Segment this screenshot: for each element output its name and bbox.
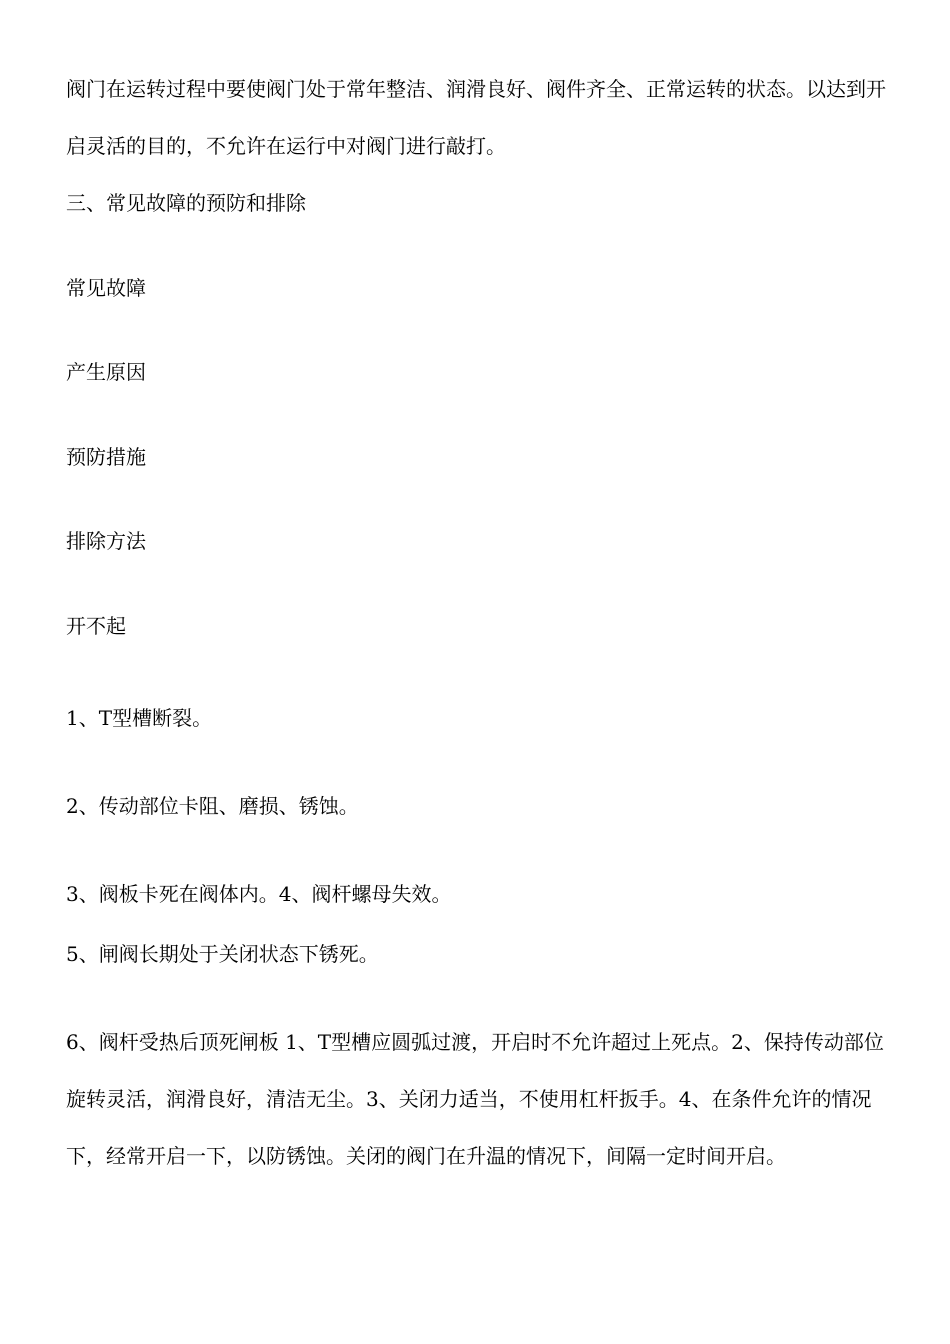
header-cause: 产生原因 — [66, 360, 146, 384]
intro-paragraph: 阀门在运转过程中要使阀门处于常年整洁、润滑良好、阀件齐全、正常运转的状态。以达到开启灵活的目的，不允许在运行中对阀门进行敲打。 — [66, 77, 886, 158]
cause-item-1: 1、T型槽断裂。 — [66, 706, 213, 730]
final-paragraph: 6、阀杆受热后顶死闸板 1、T型槽应圆弧过渡，开启时不允许超过上死点。2、保持传动部位旋转灵活，润滑良好，清洁无尘。3、关闭力适当，不使用杠杆扳手。4、在条件允许的情况下，经常开启一下，以防锈蚀。关闭的阀门在升温的情况下，间隔一定时间开启。 — [66, 1030, 884, 1168]
cause-item-3-4: 3、阀板卡死在阀体内。4、阀杆螺母失效。 — [66, 882, 452, 906]
section-heading: 三、常见故障的预防和排除 — [66, 191, 306, 215]
header-prevention: 预防措施 — [66, 445, 146, 469]
fault-name: 开不起 — [66, 614, 126, 638]
cause-item-2: 2、传动部位卡阻、磨损、锈蚀。 — [66, 794, 359, 818]
header-fault: 常见故障 — [66, 276, 146, 300]
cause-item-5: 5、闸阀长期处于关闭状态下锈死。 — [66, 942, 379, 966]
header-remedy: 排除方法 — [66, 529, 146, 553]
